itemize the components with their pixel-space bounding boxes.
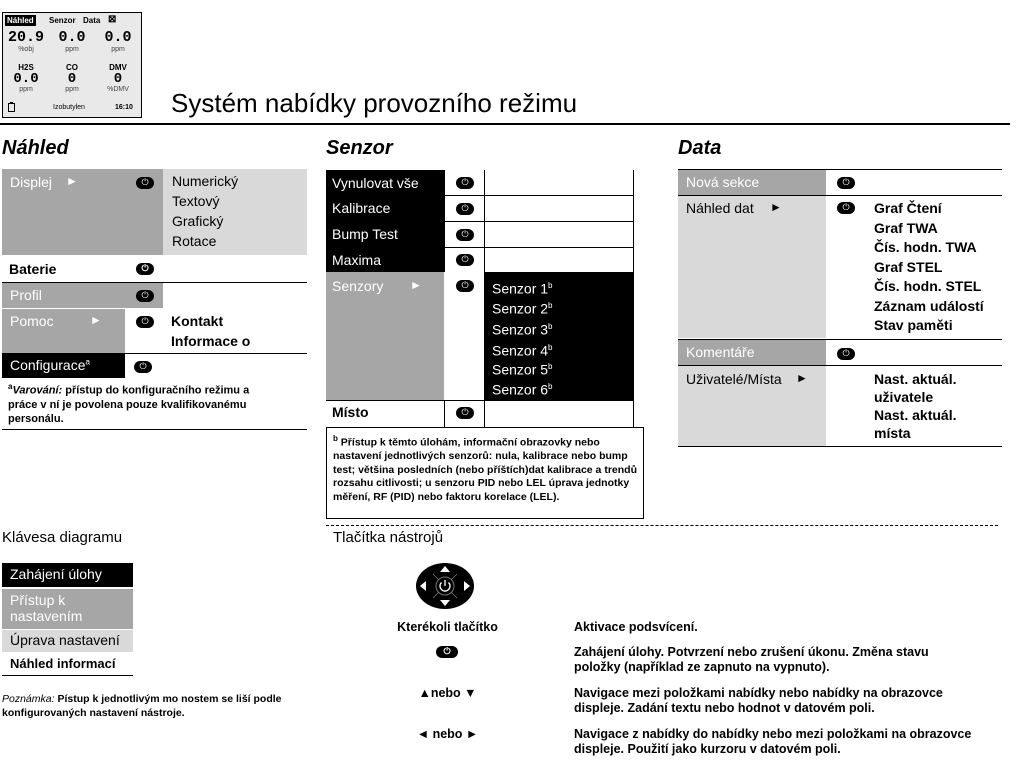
power-icon[interactable]: ⏻ — [134, 361, 152, 373]
device-status-bar — [5, 102, 139, 114]
reading-unit: ppm — [65, 46, 79, 53]
device-gas-name: Izobutylen — [53, 104, 85, 111]
power-icon[interactable]: ⏻ — [837, 348, 855, 360]
senzor-item-text: Senzor 5 — [492, 361, 549, 378]
senzor-bump-cell[interactable] — [326, 222, 444, 247]
device-reading-3 — [97, 30, 139, 54]
footnote-mark: a — [8, 382, 13, 391]
footnote-mark: b — [548, 343, 553, 352]
reading-unit: %DMV — [107, 86, 129, 93]
uzivatele-options — [874, 370, 984, 442]
senzory-label: Senzory — [332, 278, 384, 294]
key-zahajeni — [2, 563, 133, 587]
option-cis-twa[interactable]: Čís. hodn. TWA — [874, 239, 977, 255]
tool-desc: Zahájení úlohy. Potvrzení nebo zrušení úkonu. Změna stavu položky (například ze zapnuto na vypnuto). — [574, 645, 929, 674]
device-tab-data[interactable]: Data — [83, 16, 101, 25]
device-tab-bar — [5, 15, 139, 27]
power-icon[interactable]: ⏻ — [136, 177, 154, 189]
device-reading-2 — [51, 30, 93, 54]
device-reading-6 — [97, 63, 139, 94]
tool-desc: Navigace z nabídky do nabídky nebo mezi položkami na obrazovce displeje. Použití jako kurzoru v datovém poli. — [574, 727, 972, 756]
device-close-icon[interactable]: ⊠ — [108, 14, 117, 25]
senzor-maxima-cell[interactable] — [326, 248, 444, 272]
footnote-warning: Varování: — [12, 384, 63, 397]
senzor-footnote-box — [326, 427, 644, 519]
reading-value: 0 — [113, 71, 123, 87]
key-label: Zahájení úlohy — [10, 566, 102, 582]
footnote-mark: b — [548, 322, 553, 331]
option-graf-twa[interactable]: Graf TWA — [874, 219, 938, 236]
power-icon[interactable]: ⏻ — [136, 316, 154, 328]
option-textovy[interactable]: Textový — [172, 193, 220, 209]
senzor-item-2[interactable] — [492, 296, 553, 319]
key-pristup — [2, 589, 133, 629]
tool-row-1 — [380, 620, 1000, 638]
option-zaznam[interactable]: Záznam událostí — [874, 297, 984, 314]
nahled-heading: Náhled — [2, 137, 69, 159]
nahled-configurace-cell[interactable] — [2, 354, 125, 378]
pomoc-options — [171, 311, 250, 351]
nahled-dat-label: Náhled dat — [686, 200, 754, 216]
reading-value: 0 — [67, 71, 77, 87]
option-misto[interactable]: Nast. aktuál. místa — [874, 407, 957, 441]
power-icon[interactable]: ⏻ — [837, 202, 855, 214]
senzor-item-text: Senzor 6 — [492, 381, 549, 398]
option-stav-pameti[interactable]: Stav paměti — [874, 317, 953, 333]
key-uprava — [2, 630, 133, 652]
reading-value: 0.0 — [104, 29, 132, 46]
power-icon[interactable]: ⏻ — [136, 263, 154, 275]
senzor-item-text: Senzor 3 — [492, 321, 549, 338]
option-kontakt[interactable]: Kontakt — [171, 313, 224, 329]
reading-unit: %obj — [18, 46, 34, 53]
displej-label: Displej — [10, 174, 53, 190]
configurace-text: Configurace — [10, 357, 86, 373]
option-informace[interactable]: Informace o — [171, 333, 251, 349]
power-icon[interactable]: ⏻ — [456, 177, 474, 189]
tool-button-label: ◄ nebo ► — [416, 727, 479, 741]
senzor-kalibrace-cell[interactable] — [326, 196, 444, 221]
vynulovat-label: Vynulovat vše — [332, 175, 419, 191]
nahled-dat-options — [874, 199, 984, 336]
data-nahled-dat-cell[interactable] — [678, 196, 826, 338]
footnote-mark: b — [548, 301, 553, 310]
device-reading-4 — [5, 63, 47, 94]
power-icon[interactable]: ⏻ — [456, 280, 474, 292]
device-time: 16:10 — [115, 104, 133, 111]
key-label: Náhled informací — [10, 656, 116, 671]
footnote-text: přístup do konfiguračního režimu a práce v ní je povolena pouze kvalifikovanému personálu. — [8, 384, 250, 425]
note-prefix: Poznámka: — [2, 693, 55, 705]
arrow-right-icon: ► — [770, 200, 782, 214]
senzor-vertical-divider — [444, 170, 445, 272]
arrow-right-icon: ► — [66, 174, 78, 188]
power-icon[interactable]: ⏻ — [456, 203, 474, 215]
device-tab-senzor[interactable]: Senzor — [49, 16, 76, 25]
tool-desc: Navigace mezi položkami nabídky nebo nabídky na obrazovce displeje. Zadání textu nebo hodnot v datovém poli. — [574, 686, 943, 715]
divider — [163, 282, 307, 283]
tool-row-2 — [380, 645, 1000, 679]
bump-label: Bump Test — [332, 226, 398, 242]
nahled-profil-row[interactable] — [2, 283, 163, 308]
maxima-label: Maxima — [332, 252, 382, 268]
key-heading: Klávesa diagramu — [2, 529, 123, 546]
key-label: Úprava nastavení — [10, 632, 120, 648]
tool-button-label: Kterékoli tlačítko — [397, 620, 498, 634]
nahled-displej-label-cell[interactable] — [2, 169, 125, 255]
arrow-right-icon: ► — [410, 278, 422, 292]
nova-sekce-label: Nová sekce — [686, 174, 760, 190]
data-heading: Data — [678, 137, 722, 159]
key-label: Přístup k nastavením — [10, 592, 83, 624]
option-cis-stel[interactable]: Čís. hodn. STEL — [874, 278, 982, 294]
arrow-right-icon: ► — [90, 313, 102, 327]
nahled-baterie-row[interactable] — [2, 255, 307, 282]
reading-unit: ppm — [65, 86, 79, 93]
profil-label: Profil — [10, 287, 42, 303]
senzor-vertical-divider — [484, 170, 485, 427]
displej-options — [163, 169, 307, 255]
device-tab-nahled[interactable]: Náhled — [7, 16, 34, 25]
title-rule — [0, 123, 1010, 125]
key-note — [2, 692, 302, 720]
komentare-label: Komentáře — [686, 344, 755, 360]
tool-desc: Aktivace podsvícení. — [574, 620, 698, 634]
reading-value: 0.0 — [13, 71, 39, 87]
senzor-item-text: Senzor 2 — [492, 300, 549, 317]
page-title: Systém nabídky provozního režimu — [171, 88, 578, 118]
reading-unit: ppm — [19, 86, 33, 93]
senzor-misto-row[interactable] — [326, 401, 444, 427]
footnote-mark: b — [548, 281, 553, 290]
nahled-pomoc-cell[interactable] — [2, 309, 125, 353]
power-icon[interactable]: ⏻ — [136, 290, 154, 302]
senzor-vertical-divider — [444, 400, 445, 427]
nahled-displej-power-cell — [125, 169, 163, 255]
navigation-pad-icon — [415, 562, 475, 610]
device-reading-1 — [5, 30, 47, 54]
kalibrace-label: Kalibrace — [332, 200, 391, 216]
senzor-senzory-cell[interactable] — [326, 272, 444, 400]
device-reading-5 — [51, 63, 93, 94]
note-text: Pístup k jednotlivým mo nostem se liší podle konfigurovaných nastavení nástroje. — [2, 693, 282, 719]
reading-value: 20.9 — [7, 29, 44, 46]
footnote-mark: b — [548, 382, 553, 391]
reading-label: DMV — [109, 63, 127, 72]
senzor-vynulovat-cell[interactable] — [326, 170, 444, 195]
baterie-label: Baterie — [9, 261, 57, 277]
option-numericky[interactable]: Numerický — [172, 173, 239, 189]
device-screen — [2, 12, 142, 118]
divider — [678, 446, 1002, 447]
option-graf-stel[interactable]: Graf STEL — [874, 258, 943, 275]
senzor-item-text: Senzor 4 — [492, 342, 549, 359]
senzor-table — [326, 170, 634, 427]
reading-unit: ppm — [111, 46, 125, 53]
senzor-item-6[interactable] — [492, 377, 553, 400]
battery-icon — [8, 102, 15, 112]
uzivatele-label: Uživatelé/Místa — [686, 371, 782, 387]
footnote-mark: b — [333, 434, 338, 443]
divider — [2, 429, 307, 430]
footnote-mark: a — [85, 357, 90, 367]
tool-row-3 — [380, 686, 1000, 720]
senzory-list — [485, 272, 633, 400]
option-rotace[interactable]: Rotace — [172, 233, 217, 249]
senzor-item-text: Senzor 1 — [492, 280, 549, 297]
power-icon[interactable]: ⏻ — [456, 229, 474, 241]
data-komentare-cell[interactable] — [678, 340, 826, 365]
option-graficky[interactable]: Grafický — [172, 213, 224, 229]
configurace-label — [10, 357, 90, 373]
data-uzivatele-cell[interactable] — [678, 366, 826, 446]
misto-label: Místo — [332, 404, 369, 420]
key-nahled — [2, 653, 133, 676]
senzor-item-3[interactable] — [492, 317, 553, 340]
configurace-footnote — [8, 380, 276, 426]
tool-button-label: ▲nebo ▼ — [418, 686, 477, 700]
power-icon[interactable]: ⏻ — [456, 254, 474, 266]
footnote-text: Přístup k těmto úlohám, informační obrazovky nebo nastavení jednotlivých senzorů: nula, kalibrace nebo bump test; většina posledních (nebo příštích)dat kalibrace a trendů rozsahu citlivosti; u senzoru PID nebo LEL úprava jednotky měření, RF (PID) nebo faktoru korelace (LEL). — [333, 436, 637, 503]
power-icon: ⏻ — [436, 646, 458, 658]
power-icon[interactable]: ⏻ — [456, 407, 474, 419]
data-nova-sekce-cell[interactable] — [678, 170, 826, 195]
dashed-divider — [326, 525, 998, 526]
pomoc-label: Pomoc — [10, 313, 54, 329]
tool-row-4 — [380, 727, 1000, 761]
senzor-heading: Senzor — [326, 137, 393, 159]
arrow-right-icon: ► — [796, 371, 808, 385]
tools-heading: Tlačítka nástrojů — [333, 529, 444, 546]
option-uzivatel[interactable]: Nast. aktuál. uživatele — [874, 371, 957, 405]
power-icon[interactable]: ⏻ — [837, 177, 855, 189]
footnote-mark: b — [548, 362, 553, 371]
reading-label: H2S — [18, 63, 34, 72]
option-graf-cteni[interactable]: Graf Čtení — [874, 200, 942, 216]
reading-label: CO — [66, 63, 78, 72]
reading-value: 0.0 — [58, 29, 86, 46]
nahled-pomoc-power-cell — [125, 309, 163, 353]
